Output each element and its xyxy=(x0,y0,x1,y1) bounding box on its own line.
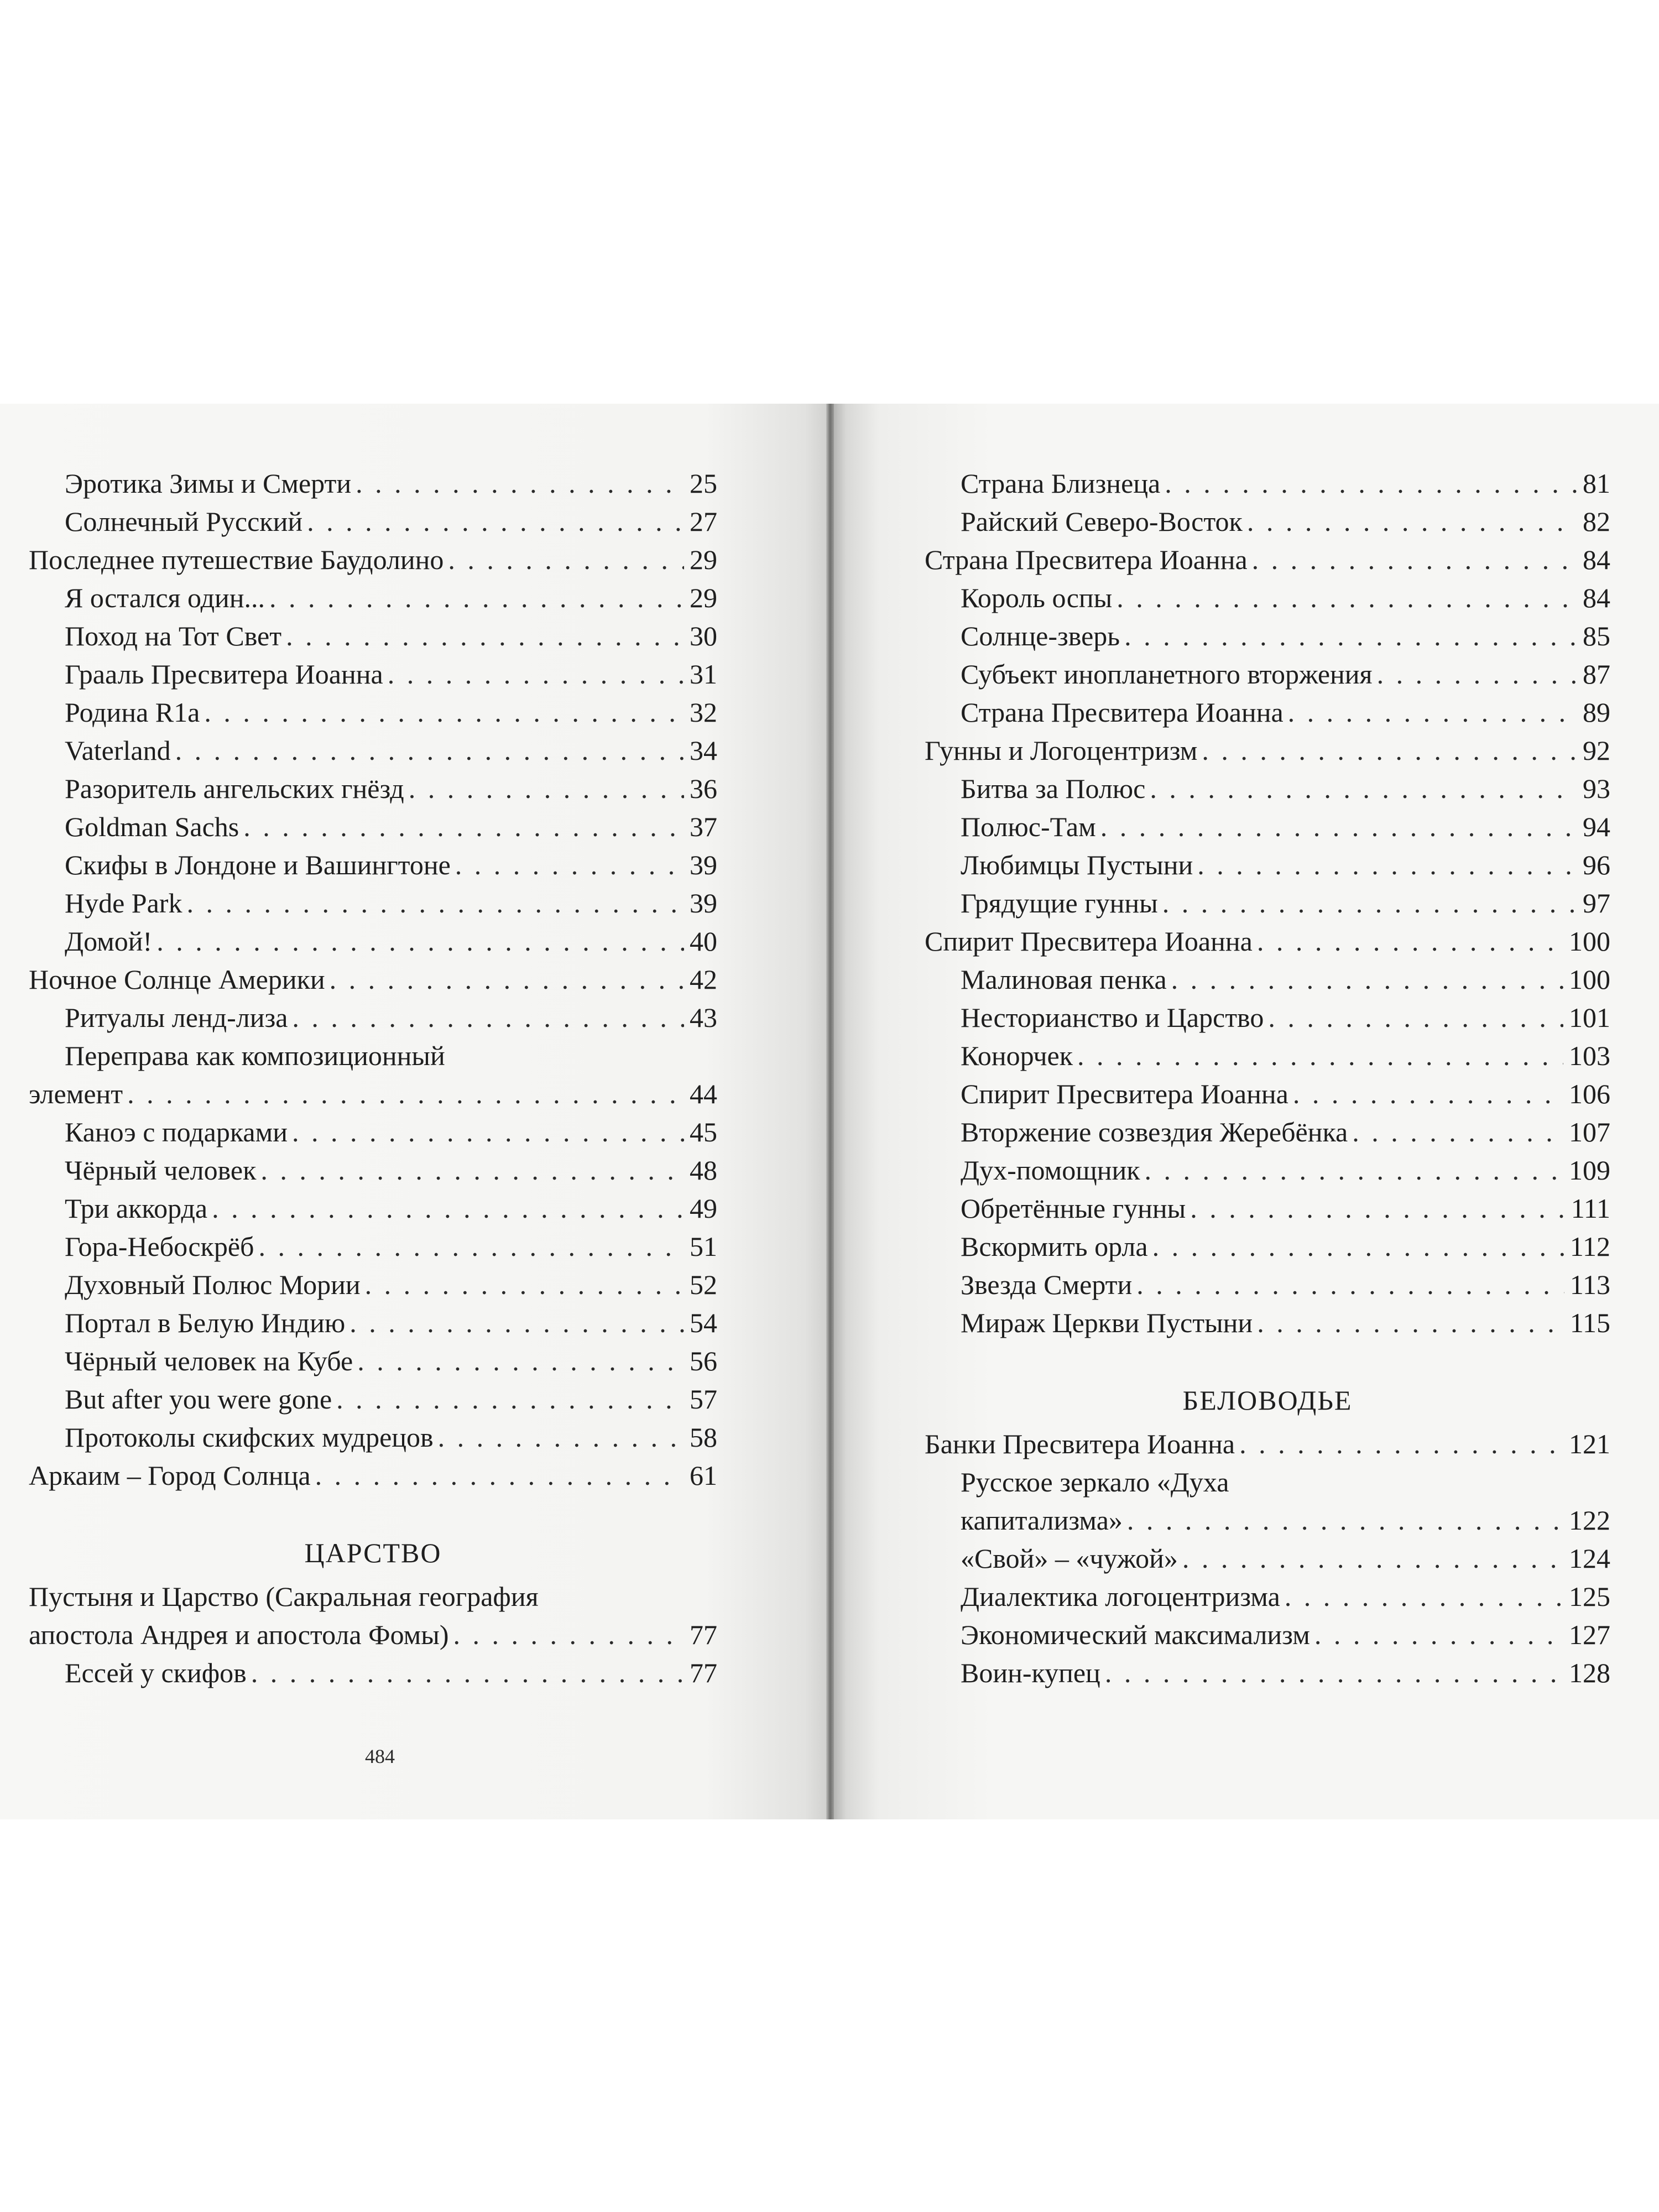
toc-entry-page: 40 xyxy=(690,926,717,957)
toc-entry-page: 44 xyxy=(690,1078,717,1109)
leader-dots xyxy=(212,1190,684,1228)
leader-dots xyxy=(186,884,684,922)
toc-entry-page: 30 xyxy=(690,620,717,651)
toc-entry-page: 94 xyxy=(1583,811,1610,842)
leader-dots xyxy=(1257,1304,1564,1342)
toc-entry-title: Дух-помощник xyxy=(961,1155,1140,1186)
toc-entry-title: Три аккорда xyxy=(65,1193,208,1224)
toc-entry-title: Конорчек xyxy=(961,1040,1073,1071)
left-wrapped-entry xyxy=(29,1037,717,1113)
right-entries-a xyxy=(925,465,1610,1342)
toc-entry-title: Малиновая пенка xyxy=(961,964,1167,995)
toc-entry-title: Грядущие гунны xyxy=(961,888,1158,919)
toc-entry-title: Каноэ с подарками xyxy=(65,1117,288,1147)
leader-dots xyxy=(286,617,684,655)
toc-entry xyxy=(29,693,717,732)
toc-entry-title: Аркаим – Город Солнца xyxy=(29,1460,311,1491)
leader-dots xyxy=(315,1457,684,1495)
toc-entry-title: Вторжение созвездия Жеребёнка xyxy=(961,1117,1348,1147)
toc-entry xyxy=(925,1113,1610,1151)
toc-entry xyxy=(29,770,717,808)
right-entries-c xyxy=(925,1540,1610,1692)
leader-dots xyxy=(1171,961,1563,999)
toc-entry-title: капитализма» xyxy=(961,1505,1123,1536)
toc-entry xyxy=(29,1418,717,1457)
leader-dots xyxy=(1182,1540,1563,1578)
leader-dots xyxy=(357,1342,684,1380)
toc-entry xyxy=(925,1616,1610,1654)
toc-entry-title: Страна Близнеца xyxy=(961,468,1161,499)
toc-entry-page: 82 xyxy=(1583,506,1610,537)
toc-entry-title: Страна Пресвитера Иоанна xyxy=(961,697,1284,728)
toc-entry-title: Скифы в Лондоне и Вашингтоне xyxy=(65,849,451,880)
toc-entry-page: 29 xyxy=(690,582,717,613)
toc-entry-title: Я остался один... xyxy=(65,582,265,613)
book-gutter xyxy=(826,404,834,1819)
toc-entry-title: Hyde Park xyxy=(65,888,182,919)
toc-entry-page: 81 xyxy=(1583,468,1610,499)
leader-dots xyxy=(448,541,684,579)
leader-dots xyxy=(156,922,684,961)
toc-entry-title: элемент xyxy=(29,1078,123,1109)
leader-dots xyxy=(269,579,684,617)
toc-entry-title: Поход на Тот Свет xyxy=(65,620,282,651)
toc-entry-title: Король оспы xyxy=(961,582,1113,613)
leader-dots xyxy=(1077,1037,1563,1075)
leader-dots xyxy=(243,808,684,846)
toc-entry-page: 106 xyxy=(1569,1078,1610,1109)
left-entries-b xyxy=(29,1113,717,1495)
toc-entry-title: Солнце-зверь xyxy=(961,620,1120,651)
toc-entry-page: 27 xyxy=(690,506,717,537)
toc-entry-page: 54 xyxy=(690,1307,717,1338)
toc-entry xyxy=(925,579,1610,617)
toc-entry xyxy=(29,1113,717,1151)
leader-dots xyxy=(1124,617,1577,655)
leader-dots xyxy=(349,1304,684,1342)
toc-entry-page: 96 xyxy=(1583,849,1610,880)
leader-dots xyxy=(175,732,684,770)
right-page xyxy=(830,404,1659,1819)
toc-entry-title: Гунны и Логоцентризм xyxy=(925,735,1198,766)
toc-entry xyxy=(925,1037,1610,1075)
toc-entry-page: 45 xyxy=(690,1117,717,1147)
toc-entry xyxy=(29,1380,717,1418)
toc-entry-title: Банки Пресвитера Иоанна xyxy=(925,1428,1235,1459)
toc-entry-title: Эротика Зимы и Смерти xyxy=(65,468,352,499)
toc-entry-page: 77 xyxy=(690,1619,717,1650)
toc-entry-title: Разоритель ангельских гнёзд xyxy=(65,773,404,804)
section-heading: ЦАРСТВО xyxy=(304,1537,442,1568)
toc-entry-title: Vaterland xyxy=(65,735,171,766)
toc-entry xyxy=(29,1342,717,1380)
toc-entry xyxy=(29,1228,717,1266)
page-number: 484 xyxy=(365,1745,395,1767)
toc-entry-page: 103 xyxy=(1569,1040,1610,1071)
toc-entry xyxy=(925,1228,1610,1266)
leader-dots xyxy=(1288,693,1577,732)
right-wrapped-entry xyxy=(925,1463,1610,1540)
leader-dots xyxy=(1202,732,1577,770)
toc-entry-page: 109 xyxy=(1569,1155,1610,1186)
leader-dots xyxy=(251,1654,684,1692)
left-entries-c xyxy=(29,1654,717,1692)
toc-entry-page: 58 xyxy=(690,1422,717,1453)
leader-dots xyxy=(1314,1616,1563,1654)
right-entries-b xyxy=(925,1425,1610,1463)
toc-entry-title: Goldman Sachs xyxy=(65,811,239,842)
leader-dots xyxy=(336,1380,684,1418)
toc-entry-title: Ночное Солнце Америки xyxy=(29,964,325,995)
toc-entry xyxy=(925,1075,1610,1113)
toc-entry-page: 43 xyxy=(690,1002,717,1033)
toc-entry-title: But after you were gone xyxy=(65,1384,332,1415)
toc-entry xyxy=(29,617,717,655)
toc-entry-page: 101 xyxy=(1569,1002,1610,1033)
book-spread xyxy=(0,404,1659,1819)
toc-entry-page: 42 xyxy=(690,964,717,995)
toc-entry xyxy=(29,503,717,541)
leader-dots xyxy=(1252,541,1577,579)
toc-entry-title: Мираж Церкви Пустыни xyxy=(961,1307,1253,1338)
leader-dots xyxy=(204,693,684,732)
toc-entry-page: 128 xyxy=(1569,1657,1610,1688)
toc-entry-title: Диалектика логоцентризма xyxy=(961,1581,1280,1612)
left-wrapped-entry-2 xyxy=(29,1578,717,1654)
toc-entry xyxy=(925,655,1610,693)
toc-entry-page: 39 xyxy=(690,888,717,919)
toc-entry-page: 34 xyxy=(690,735,717,766)
leader-dots xyxy=(307,503,684,541)
toc-entry-page: 87 xyxy=(1583,659,1610,690)
toc-entry xyxy=(925,846,1610,884)
leader-dots xyxy=(260,1151,684,1190)
toc-entry-title: Битва за Полюс xyxy=(961,773,1146,804)
toc-entry-title: «Свой» – «чужой» xyxy=(961,1543,1178,1574)
leader-dots xyxy=(409,770,684,808)
section-heading: БЕЛОВОДЬЕ xyxy=(1182,1385,1353,1416)
left-toc xyxy=(29,465,717,1692)
toc-entry xyxy=(29,1151,717,1190)
toc-entry-title: Ессей у скифов xyxy=(65,1657,247,1688)
toc-entry-title: Любимцы Пустыни xyxy=(961,849,1193,880)
toc-entry-title: Переправа как композиционный xyxy=(65,1040,445,1071)
toc-entry xyxy=(925,1190,1610,1228)
leader-dots xyxy=(292,999,684,1037)
toc-entry xyxy=(925,617,1610,655)
toc-entry-page: 84 xyxy=(1583,582,1610,613)
toc-entry-page: 31 xyxy=(690,659,717,690)
toc-entry-page: 89 xyxy=(1583,697,1610,728)
toc-entry xyxy=(925,465,1610,503)
toc-entry-page: 36 xyxy=(690,773,717,804)
toc-entry xyxy=(29,1190,717,1228)
toc-entry-page: 121 xyxy=(1569,1428,1610,1459)
toc-entry-page: 48 xyxy=(690,1155,717,1186)
toc-entry-page: 39 xyxy=(690,849,717,880)
toc-entry xyxy=(925,999,1610,1037)
toc-entry xyxy=(925,732,1610,770)
toc-entry-title: Воин-купец xyxy=(961,1657,1100,1688)
leader-dots xyxy=(438,1418,684,1457)
toc-entry-title: Русское зеркало «Духа xyxy=(961,1467,1229,1498)
leader-dots xyxy=(1100,808,1577,846)
leader-dots xyxy=(1285,1578,1563,1616)
leader-dots xyxy=(388,655,684,693)
toc-entry-title: Гора-Небоскрёб xyxy=(65,1231,254,1262)
toc-entry-title: Вскормить орла xyxy=(961,1231,1148,1262)
toc-entry-title: Последнее путешествие Баудолино xyxy=(29,544,444,575)
toc-entry xyxy=(29,961,717,999)
toc-entry-title: Домой! xyxy=(65,926,153,957)
leader-dots xyxy=(292,1113,684,1151)
toc-entry-page: 122 xyxy=(1569,1505,1610,1536)
toc-entry-page: 97 xyxy=(1583,888,1610,919)
toc-entry-page: 111 xyxy=(1571,1193,1610,1224)
toc-entry-page: 112 xyxy=(1569,1231,1610,1262)
toc-entry-page: 93 xyxy=(1583,773,1610,804)
toc-entry xyxy=(29,465,717,503)
toc-entry-title: Портал в Белую Индию xyxy=(65,1307,346,1338)
toc-entry-page: 56 xyxy=(690,1345,717,1376)
leader-dots xyxy=(1105,1654,1563,1692)
toc-entry-title: Несторианство и Царство xyxy=(961,1002,1264,1033)
leader-dots xyxy=(127,1075,684,1113)
leader-dots xyxy=(1197,846,1577,884)
toc-entry xyxy=(29,579,717,617)
toc-entry-title: Спирит Пресвитера Иоанна xyxy=(925,926,1253,957)
toc-entry-page: 61 xyxy=(690,1460,717,1491)
toc-entry-page: 107 xyxy=(1569,1117,1610,1147)
toc-entry-title: Грааль Пресвитера Иоанна xyxy=(65,659,383,690)
toc-entry-title: Звезда Смерти xyxy=(961,1269,1133,1300)
left-entries-a xyxy=(29,465,717,1037)
toc-entry xyxy=(925,1654,1610,1692)
toc-entry-page: 100 xyxy=(1569,964,1610,995)
leader-dots xyxy=(356,465,684,503)
toc-entry xyxy=(29,1304,717,1342)
leader-dots xyxy=(1165,465,1577,503)
leader-dots xyxy=(1268,999,1563,1037)
leader-dots xyxy=(1150,770,1577,808)
toc-entry-page: 125 xyxy=(1569,1581,1610,1612)
toc-entry xyxy=(29,922,717,961)
toc-entry xyxy=(29,999,717,1037)
toc-entry xyxy=(925,503,1610,541)
toc-entry-title: Обретённые гунны xyxy=(961,1193,1186,1224)
leader-dots xyxy=(1127,1501,1563,1540)
toc-entry-title: Духовный Полюс Мории xyxy=(65,1269,361,1300)
toc-entry xyxy=(29,541,717,579)
leader-dots xyxy=(1162,884,1577,922)
leader-dots xyxy=(258,1228,684,1266)
left-page xyxy=(0,404,830,1819)
right-toc xyxy=(925,465,1610,1692)
toc-entry-title: Страна Пресвитера Иоанна xyxy=(925,544,1248,575)
toc-entry xyxy=(29,884,717,922)
toc-entry xyxy=(29,846,717,884)
toc-entry xyxy=(925,808,1610,846)
leader-dots xyxy=(1352,1113,1563,1151)
toc-entry-title: Полюс-Там xyxy=(961,811,1096,842)
toc-entry xyxy=(925,1425,1610,1463)
toc-entry-title: Экономический максимализм xyxy=(961,1619,1310,1650)
toc-entry xyxy=(925,1540,1610,1578)
toc-entry-page: 77 xyxy=(690,1657,717,1688)
toc-entry-page: 25 xyxy=(690,468,717,499)
leader-dots xyxy=(1239,1425,1563,1463)
leader-dots xyxy=(1377,655,1577,693)
leader-dots xyxy=(365,1266,684,1304)
toc-entry xyxy=(925,1304,1610,1342)
toc-entry-page: 57 xyxy=(690,1384,717,1415)
toc-entry xyxy=(29,808,717,846)
toc-entry-page: 84 xyxy=(1583,544,1610,575)
leader-dots xyxy=(453,1616,685,1654)
leader-dots xyxy=(1247,503,1577,541)
leader-dots xyxy=(1257,922,1563,961)
toc-entry-page: 32 xyxy=(690,697,717,728)
leader-dots xyxy=(330,961,684,999)
toc-entry xyxy=(925,1266,1610,1304)
toc-entry-title: Субъект инопланетного вторжения xyxy=(961,659,1373,690)
toc-entry-title: Чёрный человек на Кубе xyxy=(65,1345,353,1376)
toc-entry-page: 51 xyxy=(690,1231,717,1262)
toc-entry xyxy=(925,1578,1610,1616)
toc-entry-title: Родина R1a xyxy=(65,697,200,728)
toc-entry xyxy=(925,770,1610,808)
leader-dots xyxy=(1145,1151,1563,1190)
leader-dots xyxy=(1136,1266,1564,1304)
toc-entry-page: 29 xyxy=(690,544,717,575)
toc-entry-page: 115 xyxy=(1569,1307,1610,1338)
toc-entry-page: 127 xyxy=(1569,1619,1610,1650)
toc-entry xyxy=(29,655,717,693)
toc-entry xyxy=(925,961,1610,999)
toc-entry-title: Ритуалы ленд-лиза xyxy=(65,1002,288,1033)
toc-entry xyxy=(29,1457,717,1495)
toc-entry-page: 100 xyxy=(1569,926,1610,957)
toc-entry xyxy=(925,922,1610,961)
toc-entry-page: 124 xyxy=(1569,1543,1610,1574)
leader-dots xyxy=(1117,579,1577,617)
toc-entry-title: Спирит Пресвитера Иоанна xyxy=(961,1078,1288,1109)
toc-entry xyxy=(925,541,1610,579)
toc-entry-page: 92 xyxy=(1583,735,1610,766)
toc-entry-page: 52 xyxy=(690,1269,717,1300)
leader-dots xyxy=(1152,1228,1564,1266)
toc-entry-title: Райский Северо-Восток xyxy=(961,506,1243,537)
toc-entry-title: апостола Андрея и апостола Фомы) xyxy=(29,1619,449,1650)
toc-entry xyxy=(925,693,1610,732)
leader-dots xyxy=(1190,1190,1566,1228)
toc-entry-page: 49 xyxy=(690,1193,717,1224)
leader-dots xyxy=(1293,1075,1563,1113)
toc-entry xyxy=(29,732,717,770)
toc-entry-page: 85 xyxy=(1583,620,1610,651)
toc-entry-title: Пустыня и Царство (Сакральная география xyxy=(29,1581,539,1612)
toc-entry-page: 37 xyxy=(690,811,717,842)
toc-entry-page: 113 xyxy=(1569,1269,1610,1300)
toc-entry-title: Чёрный человек xyxy=(65,1155,257,1186)
toc-entry xyxy=(29,1654,717,1692)
toc-entry xyxy=(29,1266,717,1304)
toc-entry xyxy=(925,1151,1610,1190)
toc-entry-title: Протоколы скифских мудрецов xyxy=(65,1422,434,1453)
toc-entry xyxy=(925,884,1610,922)
leader-dots xyxy=(455,846,684,884)
toc-entry-title: Солнечный Русский xyxy=(65,506,303,537)
